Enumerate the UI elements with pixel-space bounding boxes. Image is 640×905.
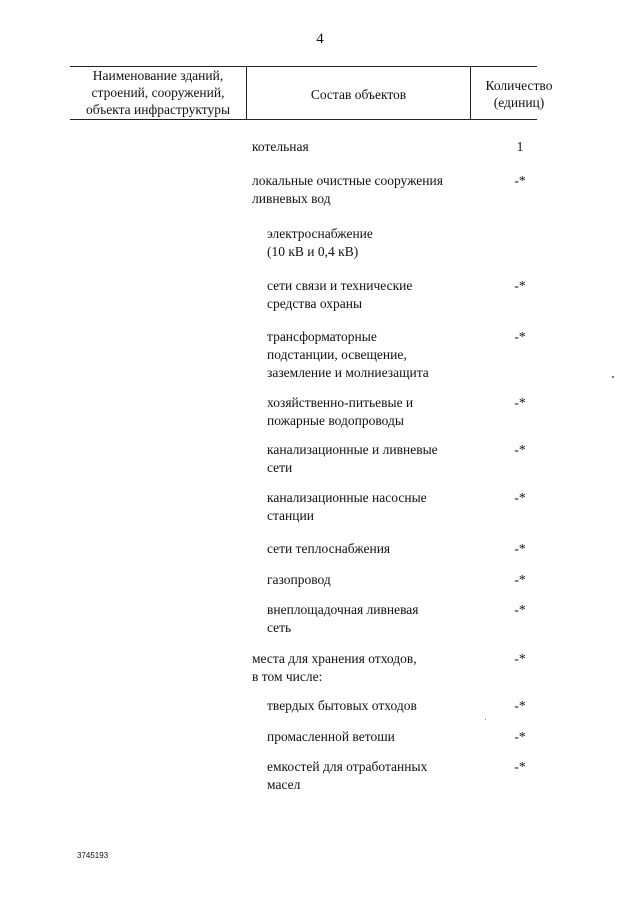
row-6-qty: -*	[514, 395, 526, 410]
row-8-qty: -*	[514, 490, 526, 505]
row-10-qty: -*	[514, 572, 526, 587]
row-7-qty: -*	[514, 442, 526, 457]
row-14-text: промасленной ветоши	[267, 729, 395, 744]
row-8-text: канализационные насосные станции	[267, 490, 427, 523]
row-7-text: канализационные и ливневые сети	[267, 442, 438, 475]
row-9-qty: -*	[514, 541, 526, 556]
row-9-text: сети теплоснабжения	[267, 541, 391, 556]
row-13-qty: -*	[514, 698, 526, 713]
row-14-qty: -*	[514, 729, 526, 744]
row-11-qty: -*	[514, 602, 526, 617]
row-5-qty: -*	[514, 329, 526, 344]
row-1-qty: 1	[516, 139, 524, 154]
header-col-name: Наименование зданий, строений, сооружений, объекта инфраструктуры	[85, 68, 231, 117]
header-bottom-border	[70, 119, 537, 120]
scan-speck	[485, 719, 486, 720]
row-2-qty: -*	[514, 173, 526, 188]
row-6-text: хозяйственно-питьевые и пожарные водопроводы	[267, 395, 414, 428]
header-col-quantity: Количество (единиц)	[485, 78, 553, 110]
row-1-text: котельная	[252, 139, 309, 154]
row-12-qty: -*	[514, 651, 526, 666]
row-12-text: места для хранения отходов, в том числе:	[252, 651, 417, 684]
row-15-text: емкостей для отработанных масел	[267, 759, 428, 792]
page-number: 4	[316, 31, 324, 47]
row-3-text: электроснабжение (10 кВ и 0,4 кВ)	[267, 226, 373, 259]
document-id: 3745193	[77, 851, 109, 860]
row-10-text: газопровод	[267, 572, 331, 587]
row-15-qty: -*	[514, 759, 526, 774]
row-13-text: твердых бытовых отходов	[267, 698, 417, 713]
header-col-objects: Состав объектов	[310, 87, 407, 102]
row-4-qty: -*	[514, 278, 526, 293]
row-5-text: трансформаторные подстанции, освещение, заземление и молниезащита	[267, 329, 429, 380]
scan-speck	[612, 376, 614, 378]
row-11-text: внеплощадочная ливневая сеть	[267, 602, 419, 635]
row-4-text: сети связи и технические средства охраны	[267, 278, 413, 311]
row-2-text: локальные очистные сооружения ливневых вод	[252, 173, 443, 206]
